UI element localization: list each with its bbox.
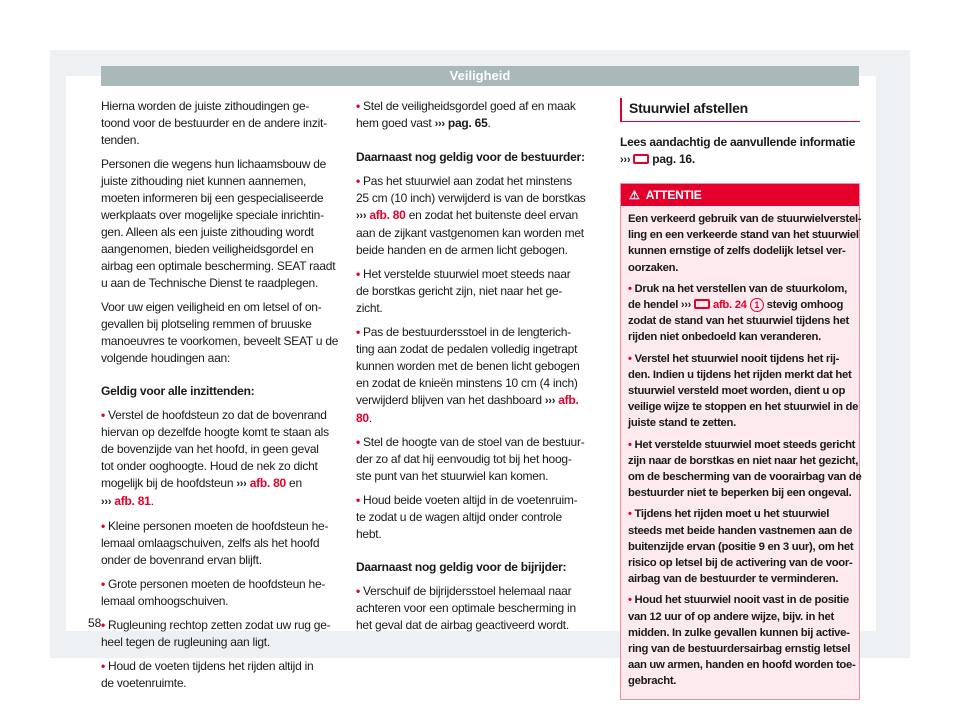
text-line — [101, 173, 346, 190]
text-run: Daarnaast nog geldig voor de bestuurder: — [356, 150, 585, 164]
text-line — [356, 173, 606, 190]
section-heading: Stuurwiel afstellen — [620, 98, 860, 122]
text-run: juiste stand te zetten. — [628, 417, 736, 430]
text-run: hebt. — [356, 527, 382, 541]
text-run: Geldig voor alle inzittenden: — [101, 384, 255, 398]
figure-link[interactable]: afb. 81 — [114, 494, 151, 508]
text-run: hem goed vast — [356, 116, 435, 130]
text-run: kunnen ernstige of zelfs dodelijk letsel ver- — [628, 245, 846, 258]
text-line — [356, 434, 606, 451]
text-run: rijden niet onbedoeld kan veranderen. — [628, 331, 821, 344]
text-run: Stel de hoogte van de stoel van de bestuur- — [363, 435, 585, 449]
text-run: zodat de stand van het stuurwiel tijdens het — [628, 315, 849, 328]
bullet-icon: • — [628, 352, 635, 365]
text-run: Het verstelde stuurwiel moet steeds naar — [363, 267, 571, 281]
text-line — [101, 617, 346, 634]
text-line — [101, 475, 346, 493]
text-run: bestuurder niet te beperken bij een ongeval. — [628, 487, 852, 500]
text-line — [356, 526, 606, 543]
figure-link[interactable]: 80 — [356, 411, 369, 425]
text-run: Het verstelde stuurwiel moet steeds gericht — [634, 438, 856, 451]
bullet-icon: • — [628, 594, 635, 607]
text-line — [620, 151, 860, 169]
text-run: tenden. — [101, 133, 140, 147]
bullet-icon: • — [356, 99, 364, 113]
text-run: de voetenruimte. — [101, 676, 187, 690]
text-run: Grote personen moeten de hoofdsteun he- — [108, 577, 326, 591]
subheading — [356, 149, 606, 166]
text-line — [628, 211, 862, 227]
text-line — [628, 367, 853, 383]
text-line — [628, 415, 853, 431]
text-run: Verstel de hoofdsteun zo dat de bovenrand — [108, 408, 327, 422]
bullet-item — [356, 324, 606, 427]
text-run: volgende houdingen aan: — [101, 351, 231, 365]
text-run: der zo af dat hij eenvoudig tot bij het hoog- — [356, 452, 572, 466]
bullet-item — [628, 437, 862, 502]
text-run: Een verkeerd gebruik van de stuurwielverstel- — [628, 213, 862, 225]
bullet-icon: • — [356, 325, 364, 339]
text-line — [628, 657, 856, 673]
bullet-item — [101, 518, 346, 569]
text-line — [628, 523, 853, 539]
book-icon — [694, 299, 710, 309]
bullet-icon: • — [356, 174, 364, 188]
reference-arrow-icon: ››› — [236, 478, 247, 490]
bullet-icon: • — [628, 438, 635, 451]
text-line — [101, 299, 346, 316]
text-line — [356, 559, 606, 576]
text-run: midden. In zulke gevallen kunnen bij active- — [628, 626, 850, 639]
text-run: lemaal omhoogschuiven. — [101, 594, 229, 608]
text-line — [628, 351, 853, 367]
text-line — [356, 207, 606, 225]
text-line — [101, 658, 346, 675]
reference-arrow-icon: ››› — [101, 496, 112, 508]
text-run: werkplaats over mogelijke speciale inrichtin- — [101, 208, 324, 222]
text-line — [356, 190, 606, 207]
text-run: en zodat het buitenste deel ervan — [405, 208, 578, 222]
text-run: het geval dat de airbag geactiveerd wordt. — [356, 618, 569, 632]
text-line — [628, 329, 853, 345]
text-run: risico op letsel bij de activering van de voor- — [628, 557, 853, 570]
text-line — [356, 283, 606, 300]
bullet-icon: • — [356, 435, 364, 449]
text-run: juiste zithouding niet kunnen aannemen, — [101, 174, 307, 188]
text-line — [628, 297, 853, 313]
text-run: Pas het stuurwiel aan zodat het minstens — [363, 174, 572, 188]
text-line — [628, 313, 853, 329]
text-run: hiervan op dezelfde hoogte komt te staan als — [101, 425, 329, 439]
text-line — [101, 207, 346, 224]
warning-title: ATTENTIE — [645, 188, 702, 202]
warning-box — [620, 183, 860, 700]
bullet-item — [101, 407, 346, 511]
text-line — [101, 333, 346, 350]
text-run: beide handen en de armen licht gebogen. — [356, 243, 568, 257]
warning-header — [621, 184, 859, 206]
reference-arrow-icon: ››› — [680, 299, 691, 312]
text-run: pag. 16. — [652, 152, 695, 166]
text-line — [101, 132, 346, 149]
text-line — [101, 518, 346, 535]
bullet-item — [628, 506, 853, 587]
text-run: . — [487, 116, 491, 130]
text-line — [101, 634, 346, 651]
bullet-item — [101, 576, 346, 610]
text-run: Druk na het verstellen van de stuurkolom, — [634, 282, 847, 295]
text-run: de hendel — [628, 299, 681, 312]
paragraph — [101, 299, 346, 367]
text-run: aan de zijkant vastgenomen kan worden met — [356, 226, 584, 240]
text-run: de borstkas gericht zijn, niet naar het ge- — [356, 284, 563, 298]
text-run: Lees aandachtig de aanvullende informatie — [620, 135, 856, 149]
text-line — [356, 583, 606, 600]
text-line — [628, 609, 853, 625]
text-run: den. Indien u tijdens het rijden merkt dat het — [628, 368, 852, 381]
figure-link[interactable]: afb. 80 — [249, 476, 286, 490]
text-line — [356, 392, 606, 410]
page-number: 58 — [88, 616, 102, 630]
text-line — [356, 98, 606, 115]
text-run: buitenzijde ervan (positie 9 en 3 uur), om het — [628, 540, 854, 553]
text-line — [628, 243, 853, 259]
text-run: manoeuvres te voorkomen, beveelt SEAT u de — [101, 334, 339, 348]
text-run: moeten informeren bij een gespecialiseerde — [101, 191, 324, 205]
text-line — [628, 625, 853, 641]
text-line — [628, 641, 853, 657]
text-run: Kleine personen moeten de hoofdsteun he- — [108, 519, 329, 533]
text-line — [628, 506, 853, 522]
text-run: oorzaken. — [628, 261, 679, 274]
text-line — [101, 458, 346, 475]
text-run: gebracht. — [628, 675, 677, 688]
reference-arrow-icon: ››› — [620, 154, 631, 166]
text-line — [101, 493, 346, 511]
text-line — [101, 224, 346, 241]
text-run: airbag van de bestuurder te verminderen. — [628, 573, 839, 586]
text-run: ling en een verkeerde stand van het stuurwiel — [628, 229, 859, 242]
text-run: Houd beide voeten altijd in de voetenruim- — [363, 493, 578, 507]
text-run: Stel de veiligheidsgordel goed af en maak — [363, 99, 576, 113]
text-line — [101, 535, 346, 552]
text-run: veilige wijze te stoppen en het stuurwiel in de — [628, 401, 859, 414]
callout-number: 1 — [750, 298, 764, 312]
text-run: stevig omhoog — [766, 299, 844, 312]
text-line — [101, 407, 346, 424]
text-line — [356, 600, 606, 617]
bullet-item — [356, 492, 606, 543]
text-line — [101, 552, 346, 569]
text-line — [628, 555, 853, 571]
text-run: 25 cm (10 inch) verwijderd is van de borstkas — [356, 191, 586, 205]
text-run: Hierna worden de juiste zithoudingen ge- — [101, 99, 310, 113]
text-line — [356, 300, 606, 317]
text-run: Pas de bestuurdersstoel in de lengterich- — [363, 325, 571, 339]
text-line — [628, 227, 859, 243]
paragraph — [628, 211, 862, 276]
text-run: Verschuif de bijrijdersstoel helemaal naar — [363, 584, 572, 598]
text-line — [628, 399, 859, 415]
text-line — [628, 453, 859, 469]
paragraph — [101, 156, 346, 292]
bullet-item — [356, 266, 606, 317]
text-line — [101, 275, 346, 292]
bullet-item — [101, 617, 346, 651]
text-line — [101, 241, 346, 258]
text-line — [628, 485, 853, 501]
text-line — [101, 115, 346, 132]
text-run: zijn naar de borstkas en niet naar het gezicht, — [628, 454, 859, 467]
subheading — [101, 383, 346, 400]
text-line — [356, 225, 606, 242]
text-line — [356, 492, 606, 509]
reference-arrow-icon: ››› — [544, 395, 556, 407]
text-line — [356, 509, 606, 526]
text-line — [356, 115, 606, 133]
text-run: gen. Alleen als een juiste zithouding wordt — [101, 225, 314, 239]
figure-link[interactable]: afb. — [558, 393, 579, 407]
figure-link[interactable]: afb. 80 — [369, 208, 406, 222]
text-run: . — [368, 411, 372, 425]
text-line — [356, 341, 606, 358]
bullet-icon: • — [101, 519, 109, 533]
text-run: ting aan zodat de pedalen volledig ingetrapt — [356, 342, 578, 356]
bullet-icon: • — [101, 408, 109, 422]
text-run: stuurwiel versteld moet worden, dient u op — [628, 385, 846, 398]
bullet-item — [628, 351, 859, 432]
text-run: airbag een optimale bescherming. SEAT raadt — [101, 259, 336, 273]
warning-body — [621, 206, 862, 699]
text-line — [628, 571, 853, 587]
text-line — [356, 242, 606, 259]
text-run: aangenomen, bieden veiligheidsgordel en — [101, 242, 314, 256]
text-run: zicht. — [356, 301, 383, 315]
bullet-icon: • — [101, 659, 109, 673]
text-line — [101, 675, 346, 692]
book-icon — [633, 154, 649, 164]
text-line — [101, 156, 346, 173]
text-run: verwijderd blijven van het dashboard — [356, 393, 545, 407]
text-run: aan uw armen, handen en hoofd worden toe- — [628, 659, 856, 672]
text-line — [628, 437, 856, 453]
intro-note — [620, 134, 860, 169]
text-line — [356, 149, 606, 166]
column-1 — [101, 98, 346, 699]
text-run: ring van de bestuurdersairbag ernstig letsel — [628, 643, 851, 656]
text-run: toond voor de bestuurder en de andere inzit- — [101, 116, 327, 130]
text-run: mogelijk bij de hoofdsteun — [101, 476, 237, 490]
text-line — [101, 424, 346, 441]
text-run: Daarnaast nog geldig voor de bijrijder: — [356, 560, 567, 574]
text-line — [356, 410, 606, 427]
text-line — [101, 258, 346, 275]
text-line — [628, 592, 853, 608]
bullet-icon: • — [628, 282, 635, 295]
text-line — [101, 576, 346, 593]
text-line — [356, 375, 606, 392]
page-reference[interactable]: pag. 65 — [447, 116, 488, 130]
text-run: kunnen worden met de benen licht gebogen — [356, 359, 580, 373]
text-line — [356, 468, 606, 485]
warning-triangle-icon: ⚠ — [629, 188, 640, 202]
text-run: te zodat u de wagen altijd onder controle — [356, 510, 562, 524]
bullet-icon: • — [101, 577, 109, 591]
text-run: Houd het stuurwiel nooit vast in de positie — [634, 594, 849, 607]
bullet-item — [356, 98, 606, 133]
text-run: om de bescherming van de voorairbag van de — [628, 471, 862, 484]
bullet-item — [356, 434, 606, 485]
text-run: en zodat de knieën minstens 10 cm (4 inch) — [356, 376, 578, 390]
text-line — [356, 617, 606, 634]
text-run: lemaal omlaagschuiven, zelfs als het hoofd — [101, 536, 320, 550]
text-line — [628, 673, 853, 689]
text-run: heel tegen de rugleuning aan ligt. — [101, 635, 270, 649]
text-run: Rugleuning rechtop zetten zodat uw rug ge- — [108, 618, 331, 632]
bullet-icon: • — [628, 508, 635, 521]
text-run: van 12 uur of op andere wijze, bijv. in het — [628, 610, 834, 623]
text-line — [101, 350, 346, 367]
text-line — [628, 281, 853, 297]
bullet-icon: • — [101, 618, 109, 632]
reference-arrow-icon: ››› — [356, 210, 367, 222]
paragraph — [101, 98, 346, 149]
text-line — [628, 539, 853, 555]
text-run: u aan de Technische Dienst te raadplegen. — [101, 276, 319, 290]
bullet-icon: • — [356, 267, 364, 281]
bullet-icon: • — [356, 493, 364, 507]
bullet-icon: • — [356, 584, 364, 598]
bullet-item — [628, 281, 853, 346]
text-line — [101, 316, 346, 333]
text-run: Verstel het stuurwiel nooit tijdens het rij- — [634, 352, 840, 365]
figure-link[interactable]: afb. 24 — [712, 299, 747, 312]
text-line — [620, 134, 860, 151]
text-line — [628, 260, 853, 276]
text-line — [628, 469, 862, 485]
bullet-item — [356, 583, 606, 634]
column-2 — [356, 98, 606, 641]
text-run: gevallen bij plotseling remmen of bruuske — [101, 317, 312, 331]
text-run: achteren voor een optimale bescherming in — [356, 601, 576, 615]
section-header: Veiligheid — [101, 66, 859, 86]
text-line — [101, 593, 346, 610]
text-line — [628, 383, 853, 399]
text-run: en — [285, 476, 302, 490]
text-run: Houd de voeten tijdens het rijden altijd in — [108, 659, 314, 673]
text-run: onder de bovenrand ervan blijft. — [101, 553, 262, 567]
text-line — [356, 358, 606, 375]
bullet-item — [356, 173, 606, 259]
subheading — [356, 559, 606, 576]
text-line — [356, 266, 606, 283]
bullet-item — [628, 592, 856, 689]
text-run: tot onder ooghoogte. Houd de nek zo dicht — [101, 459, 318, 473]
text-line — [101, 190, 346, 207]
text-run: . — [150, 494, 154, 508]
reference-arrow-icon: ››› — [434, 118, 445, 130]
text-run: de bovenzijde van het hoofd, in geen geval — [101, 442, 319, 456]
text-run: Tijdens het rijden moet u het stuurwiel — [634, 508, 830, 521]
text-line — [356, 451, 606, 468]
bullet-item — [101, 658, 346, 692]
text-run: steeds met beide handen vastnemen aan de — [628, 524, 853, 537]
text-line — [101, 98, 346, 115]
text-line — [101, 441, 346, 458]
text-line — [101, 383, 346, 400]
text-line — [356, 324, 606, 341]
text-run: Personen die wegens hun lichaamsbouw de — [101, 157, 327, 171]
text-run: Voor uw eigen veiligheid en om letsel of on- — [101, 300, 322, 314]
column-3 — [620, 98, 860, 700]
text-run: ste punt van het stuurwiel kan komen. — [356, 469, 549, 483]
